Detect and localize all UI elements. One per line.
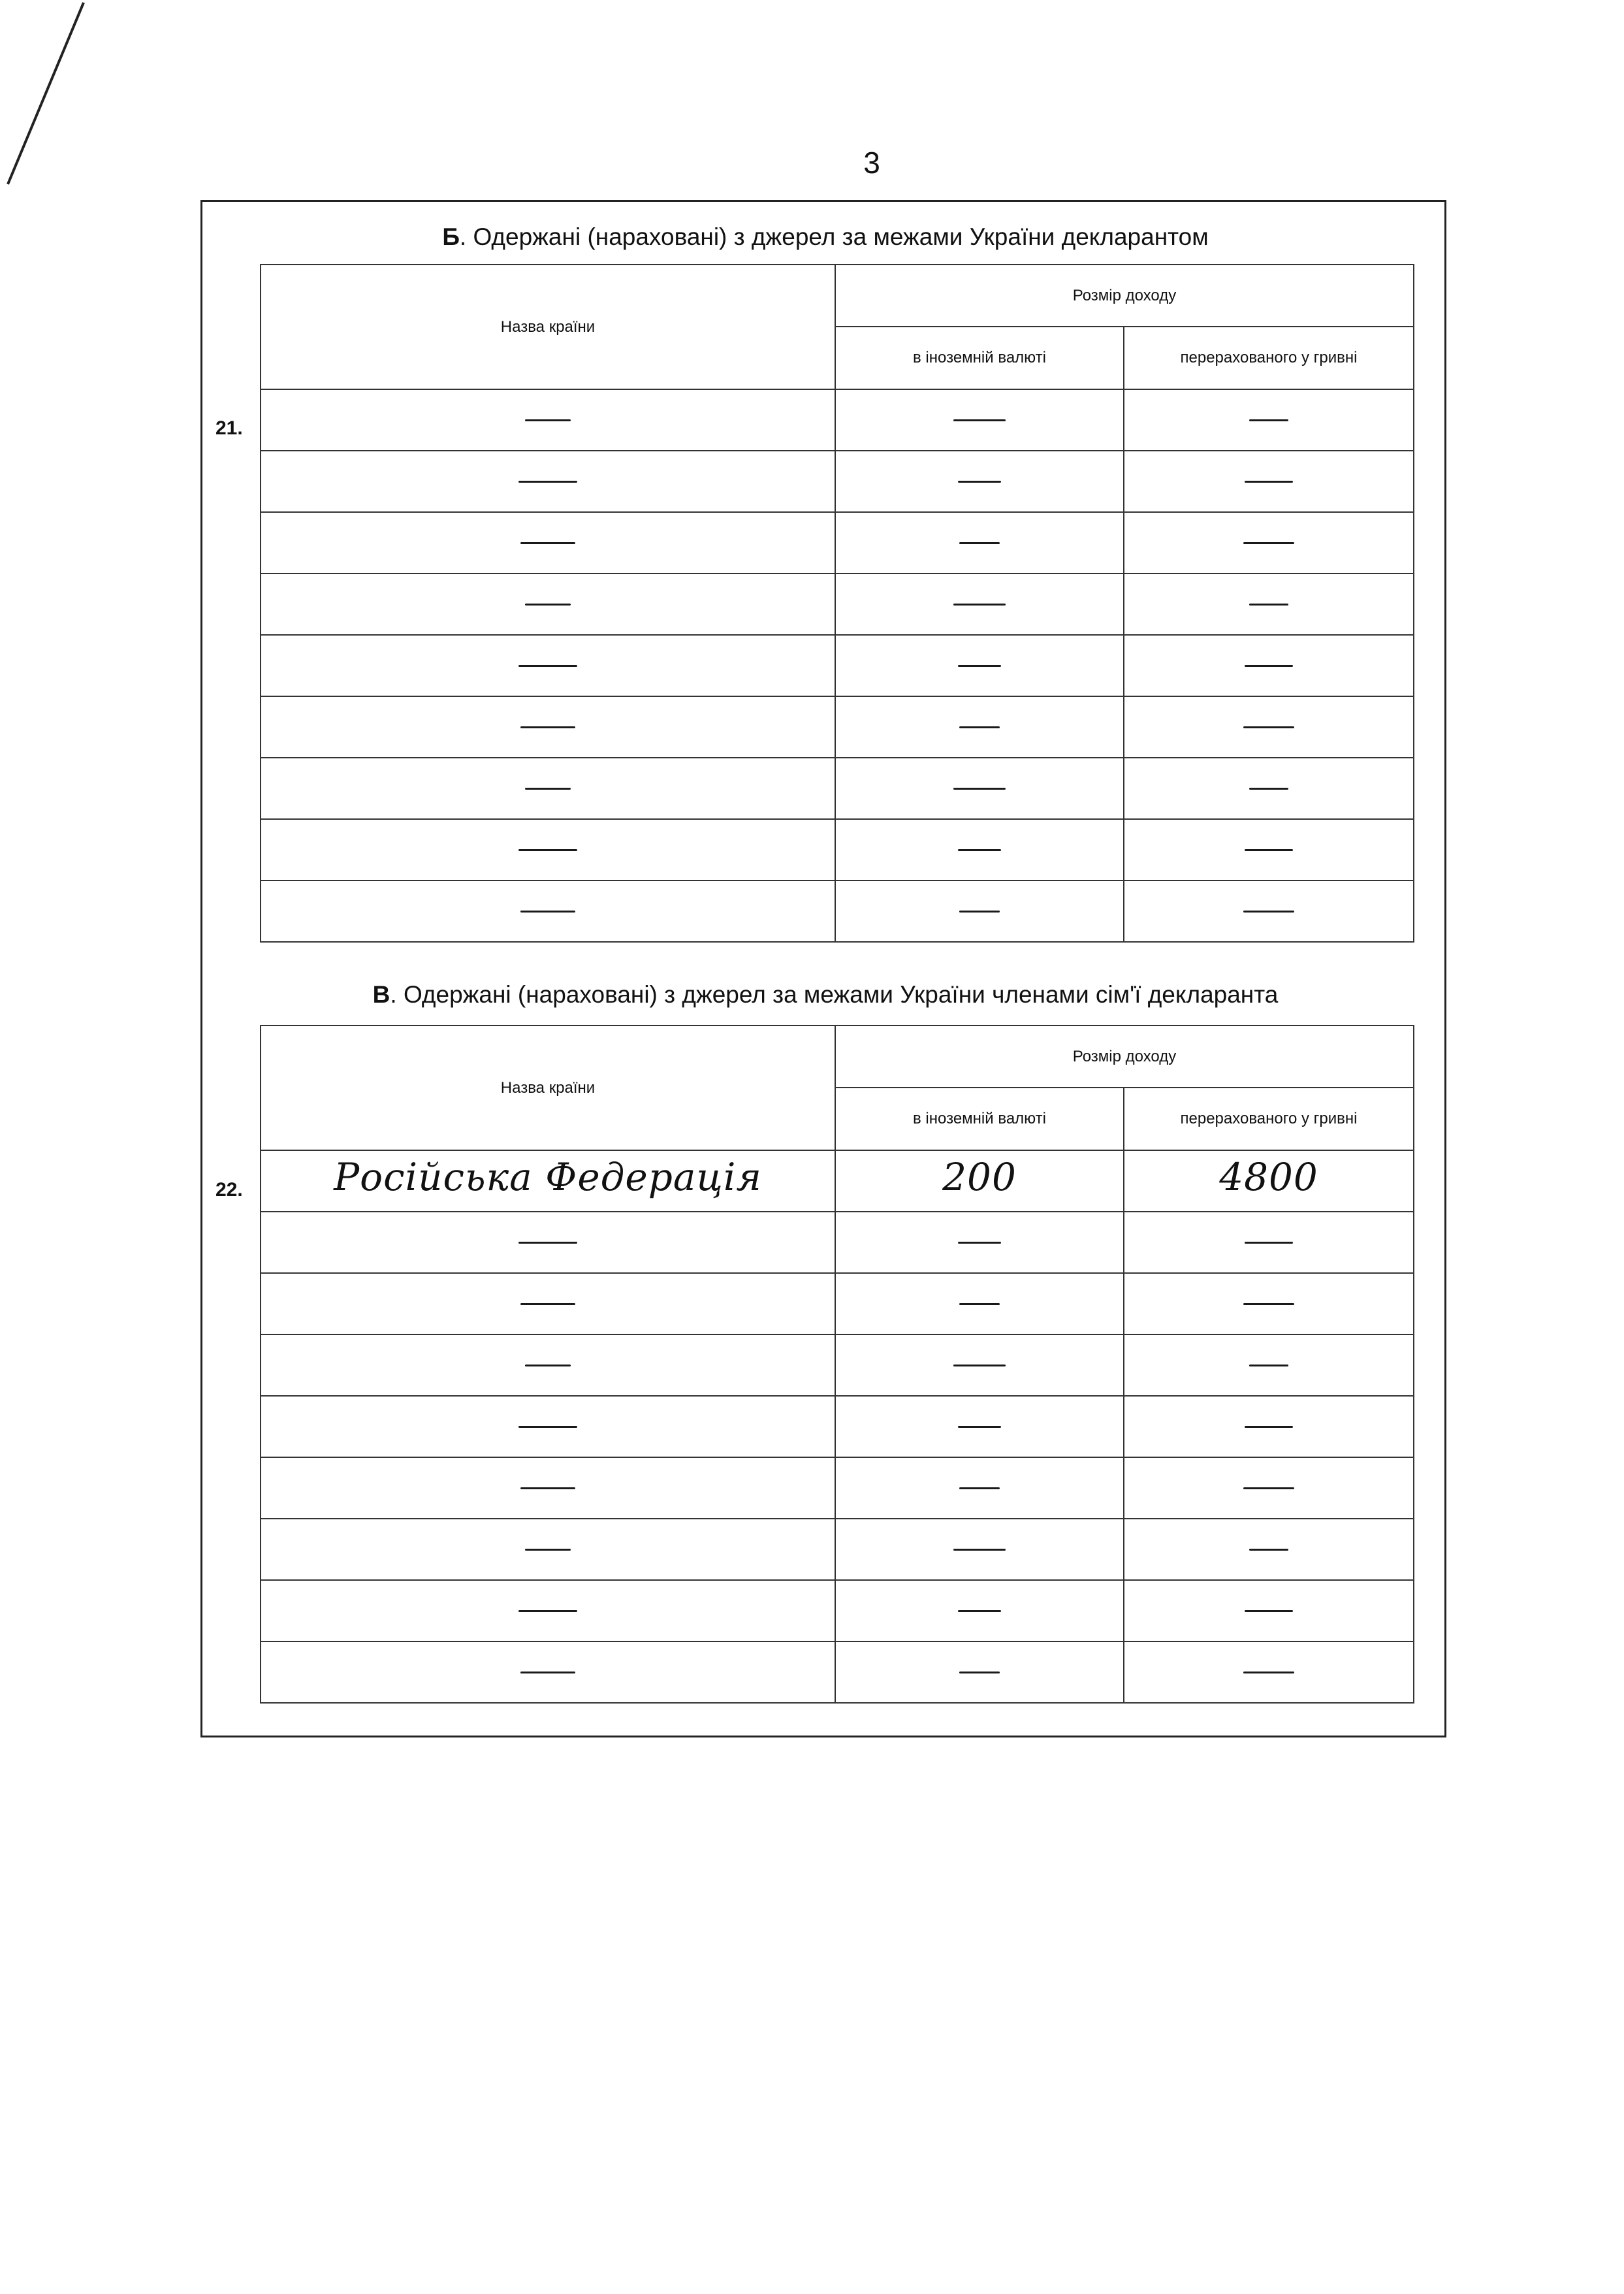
country-header: Назва країни (261, 265, 835, 389)
country-cell (261, 1641, 835, 1703)
table-row (261, 1273, 1414, 1334)
blank-dash (953, 788, 1006, 790)
blank-dash (1245, 1610, 1293, 1612)
blank-dash (525, 1365, 571, 1366)
handwritten-value: 200 (942, 1154, 1017, 1199)
blank-dash (959, 1303, 1000, 1305)
converted-uah-cell (1124, 1334, 1414, 1396)
blank-dash (1243, 1303, 1294, 1305)
country-cell (261, 819, 835, 880)
country-cell (261, 1396, 835, 1457)
converted-uah-cell (1124, 635, 1414, 696)
country-cell (261, 880, 835, 942)
table-row (261, 819, 1414, 880)
foreign-currency-cell (835, 1457, 1124, 1519)
converted-uah-cell (1124, 1580, 1414, 1641)
table-row (261, 574, 1414, 635)
blank-dash (518, 1242, 577, 1244)
blank-dash (1249, 788, 1288, 790)
blank-dash (525, 604, 571, 606)
page-number: 3 (863, 146, 880, 180)
country-cell (261, 1150, 835, 1212)
country-cell (261, 574, 835, 635)
section-b-title (202, 223, 1448, 251)
converted-uah-cell (1124, 574, 1414, 635)
blank-dash (1245, 665, 1293, 667)
blank-dash (958, 849, 1001, 851)
foreign-currency-cell (835, 574, 1124, 635)
country-cell (261, 758, 835, 819)
table-row (261, 451, 1414, 512)
blank-dash (953, 604, 1006, 606)
blank-dash (1249, 1549, 1288, 1551)
blank-dash (520, 1303, 575, 1305)
country-cell (261, 451, 835, 512)
blank-dash (959, 1672, 1000, 1673)
blank-dash (520, 726, 575, 728)
blank-dash (1245, 481, 1293, 483)
blank-dash (518, 481, 577, 483)
table-row (261, 880, 1414, 942)
foreign-currency-header: в іноземній валюті (835, 1088, 1124, 1150)
blank-dash (1245, 1242, 1293, 1244)
table-row (261, 1150, 1414, 1212)
converted-uah-cell (1124, 880, 1414, 942)
converted-uah-cell (1124, 451, 1414, 512)
foreign-currency-cell (835, 1273, 1124, 1334)
blank-dash (1245, 1426, 1293, 1428)
blank-dash (1243, 542, 1294, 544)
blank-dash (959, 1487, 1000, 1489)
section-v-table (260, 1025, 1414, 1704)
country-cell (261, 1334, 835, 1396)
foreign-currency-cell (835, 1641, 1124, 1703)
income-size-header: Розмір доходу (835, 1026, 1414, 1088)
foreign-currency-cell (835, 696, 1124, 758)
converted-uah-cell (1124, 1273, 1414, 1334)
blank-dash (520, 1672, 575, 1673)
foreign-currency-cell (835, 880, 1124, 942)
blank-dash (520, 542, 575, 544)
table-row (261, 1580, 1414, 1641)
country-cell (261, 1519, 835, 1580)
blank-dash (1243, 726, 1294, 728)
section-b-letter: Б (442, 223, 460, 250)
country-cell (261, 1580, 835, 1641)
blank-dash (520, 1487, 575, 1489)
country-cell (261, 696, 835, 758)
blank-dash (518, 665, 577, 667)
table-row (261, 1334, 1414, 1396)
blank-dash (958, 665, 1001, 667)
blank-dash (959, 911, 1000, 913)
converted-uah-cell (1124, 1150, 1414, 1212)
handwritten-value: 4800 (1219, 1154, 1318, 1199)
blank-dash (958, 1426, 1001, 1428)
foreign-currency-cell (835, 635, 1124, 696)
country-cell (261, 1457, 835, 1519)
blank-dash (518, 1610, 577, 1612)
foreign-currency-cell (835, 819, 1124, 880)
converted-uah-cell (1124, 758, 1414, 819)
converted-uah-cell (1124, 819, 1414, 880)
blank-dash (520, 911, 575, 913)
converted-uah-cell (1124, 389, 1414, 451)
country-cell (261, 1273, 835, 1334)
table-row (261, 1641, 1414, 1703)
country-header: Назва країни (261, 1026, 835, 1150)
foreign-currency-cell (835, 451, 1124, 512)
table-row (261, 758, 1414, 819)
blank-dash (959, 542, 1000, 544)
declaration-frame (200, 200, 1446, 1737)
converted-uah-cell (1124, 696, 1414, 758)
blank-dash (1245, 849, 1293, 851)
converted-uah-cell (1124, 1396, 1414, 1457)
section-b-table (260, 264, 1414, 943)
blank-dash (953, 1549, 1006, 1551)
converted-uah-cell (1124, 1212, 1414, 1273)
income-size-header: Розмір доходу (835, 265, 1414, 327)
section-v-letter: В (372, 981, 390, 1008)
country-cell (261, 389, 835, 451)
converted-uah-cell (1124, 1457, 1414, 1519)
blank-dash (525, 788, 571, 790)
foreign-currency-cell (835, 1519, 1124, 1580)
converted-uah-cell (1124, 512, 1414, 574)
foreign-currency-cell (835, 1396, 1124, 1457)
section-b-row-number: 21. (215, 417, 243, 439)
country-cell (261, 1212, 835, 1273)
pen-stroke-mark (0, 0, 91, 196)
blank-dash (525, 1549, 571, 1551)
blank-dash (1243, 1672, 1294, 1673)
table-row (261, 389, 1414, 451)
foreign-currency-header: в іноземній валюті (835, 327, 1124, 389)
blank-dash (1249, 419, 1288, 421)
table-row (261, 1396, 1414, 1457)
section-b-title-text: . Одержані (нараховані) з джерел за межами України декларантом (459, 223, 1209, 250)
blank-dash (959, 726, 1000, 728)
foreign-currency-cell (835, 758, 1124, 819)
foreign-currency-cell (835, 389, 1124, 451)
blank-dash (953, 1365, 1006, 1366)
section-v-title-text: . Одержані (нараховані) з джерел за межами України членами сім'ї декларанта (390, 981, 1279, 1008)
foreign-currency-cell (835, 1580, 1124, 1641)
section-v-row-number: 22. (215, 1179, 243, 1201)
blank-dash (518, 1426, 577, 1428)
section-v-title (202, 980, 1448, 1009)
table-row (261, 1519, 1414, 1580)
table-row (261, 1212, 1414, 1273)
blank-dash (1249, 604, 1288, 606)
blank-dash (518, 849, 577, 851)
foreign-currency-cell (835, 512, 1124, 574)
table-row (261, 635, 1414, 696)
handwritten-value: Російська Федерація (334, 1154, 762, 1199)
blank-dash (958, 481, 1001, 483)
blank-dash (525, 419, 571, 421)
blank-dash (1249, 1365, 1288, 1366)
table-row (261, 696, 1414, 758)
country-cell (261, 512, 835, 574)
blank-dash (953, 419, 1006, 421)
converted-uah-cell (1124, 1641, 1414, 1703)
blank-dash (958, 1610, 1001, 1612)
foreign-currency-cell (835, 1150, 1124, 1212)
foreign-currency-cell (835, 1334, 1124, 1396)
blank-dash (1243, 1487, 1294, 1489)
country-cell (261, 635, 835, 696)
blank-dash (1243, 911, 1294, 913)
converted-uah-header: перерахованого у гривні (1124, 1088, 1414, 1150)
blank-dash (958, 1242, 1001, 1244)
foreign-currency-cell (835, 1212, 1124, 1273)
converted-uah-cell (1124, 1519, 1414, 1580)
converted-uah-header: перерахованого у гривні (1124, 327, 1414, 389)
table-row (261, 1457, 1414, 1519)
table-row (261, 512, 1414, 574)
